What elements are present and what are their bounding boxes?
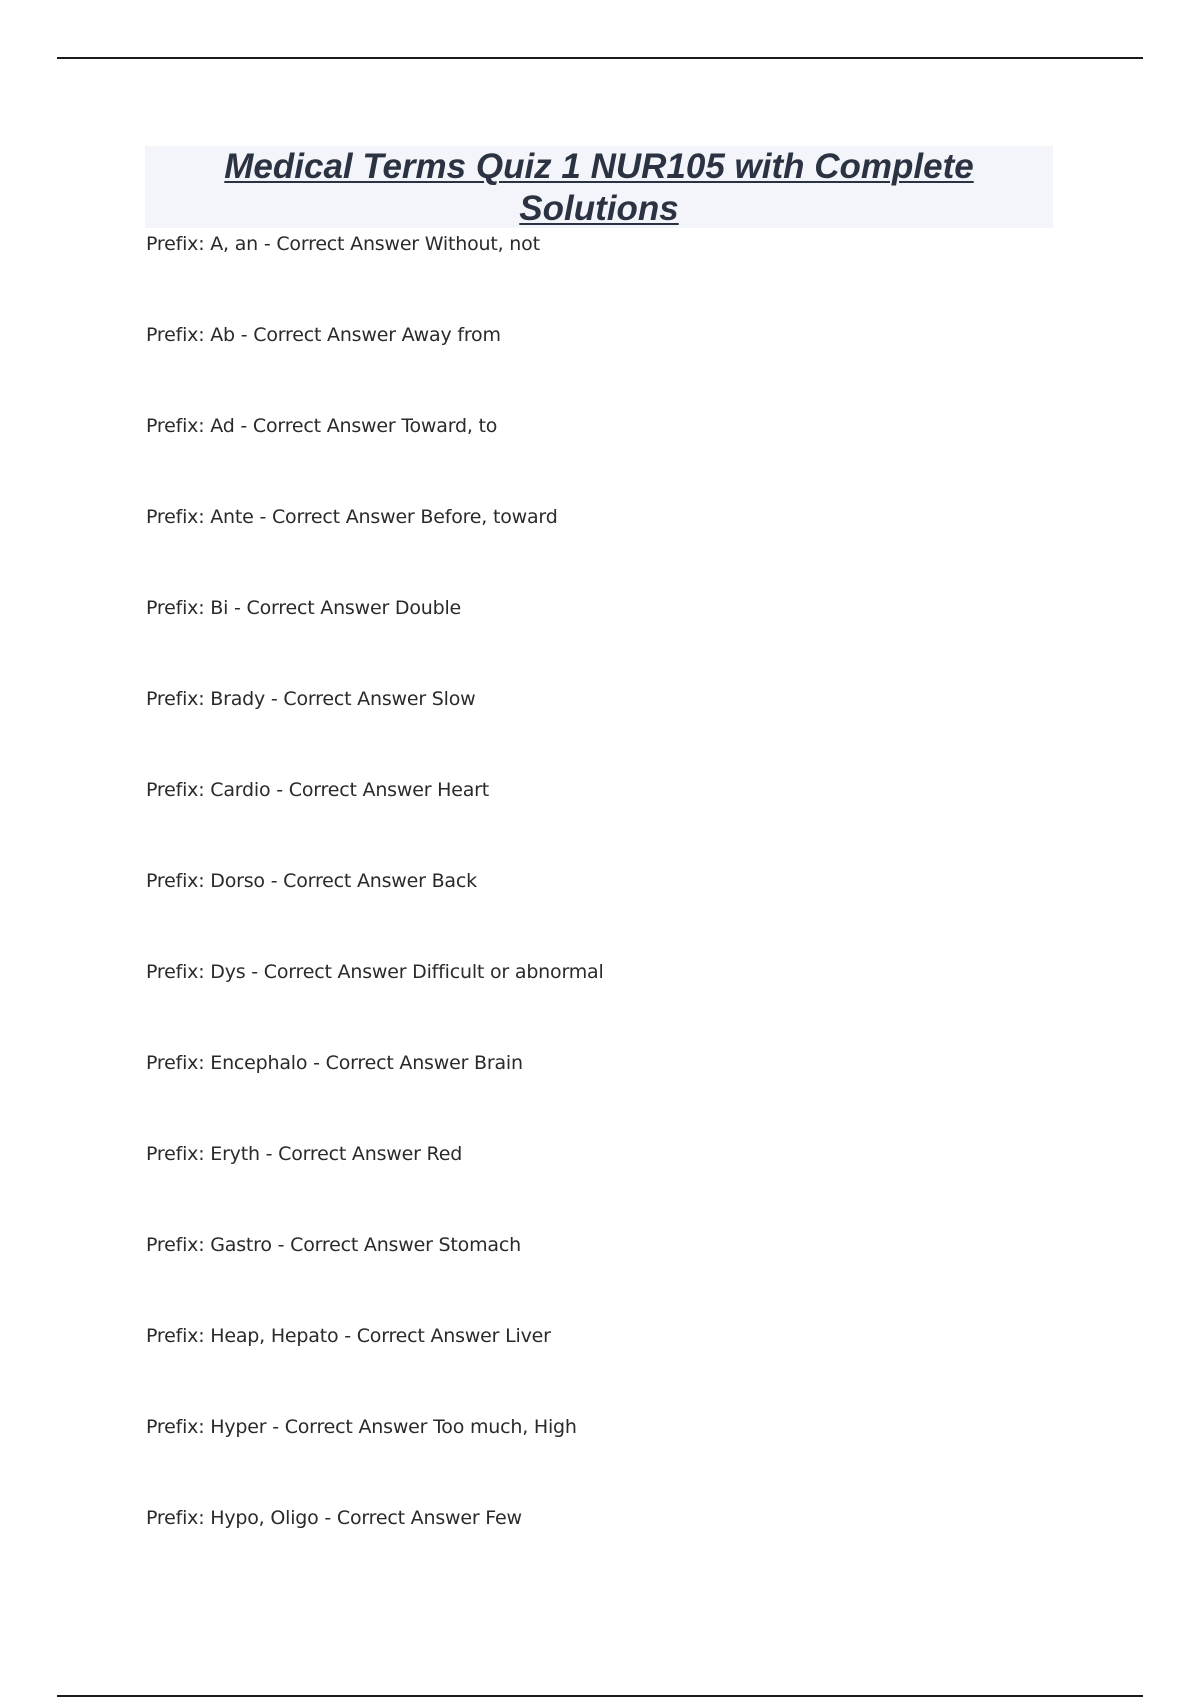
list-item: Prefix: Dorso - Correct Answer Back bbox=[146, 870, 477, 892]
list-item: Prefix: Heap, Hepato - Correct Answer Liver bbox=[146, 1325, 551, 1347]
list-item: Prefix: Dys - Correct Answer Difficult or abnormal bbox=[146, 961, 604, 983]
list-item: Prefix: Ante - Correct Answer Before, toward bbox=[146, 506, 558, 528]
list-item: Prefix: Gastro - Correct Answer Stomach bbox=[146, 1234, 521, 1256]
title-block bbox=[145, 146, 1053, 228]
list-item: Prefix: Ab - Correct Answer Away from bbox=[146, 324, 501, 346]
list-item: Prefix: Hypo, Oligo - Correct Answer Few bbox=[146, 1507, 522, 1529]
list-item: Prefix: A, an - Correct Answer Without, not bbox=[146, 233, 540, 255]
list-item: Prefix: Bi - Correct Answer Double bbox=[146, 597, 462, 619]
footer-rule bbox=[57, 1695, 1143, 1697]
list-item: Prefix: Ad - Correct Answer Toward, to bbox=[146, 415, 498, 437]
list-item: Prefix: Cardio - Correct Answer Heart bbox=[146, 779, 490, 801]
entry-list bbox=[146, 232, 1046, 1597]
list-item: Prefix: Hyper - Correct Answer Too much, High bbox=[146, 1416, 577, 1438]
list-item: Prefix: Encephalo - Correct Answer Brain bbox=[146, 1052, 523, 1074]
document-title: Medical Terms Quiz 1 NUR105 with Complete Solutions bbox=[224, 147, 974, 228]
header-rule bbox=[57, 57, 1143, 59]
list-item: Prefix: Brady - Correct Answer Slow bbox=[146, 688, 476, 710]
list-item: Prefix: Eryth - Correct Answer Red bbox=[146, 1143, 463, 1165]
